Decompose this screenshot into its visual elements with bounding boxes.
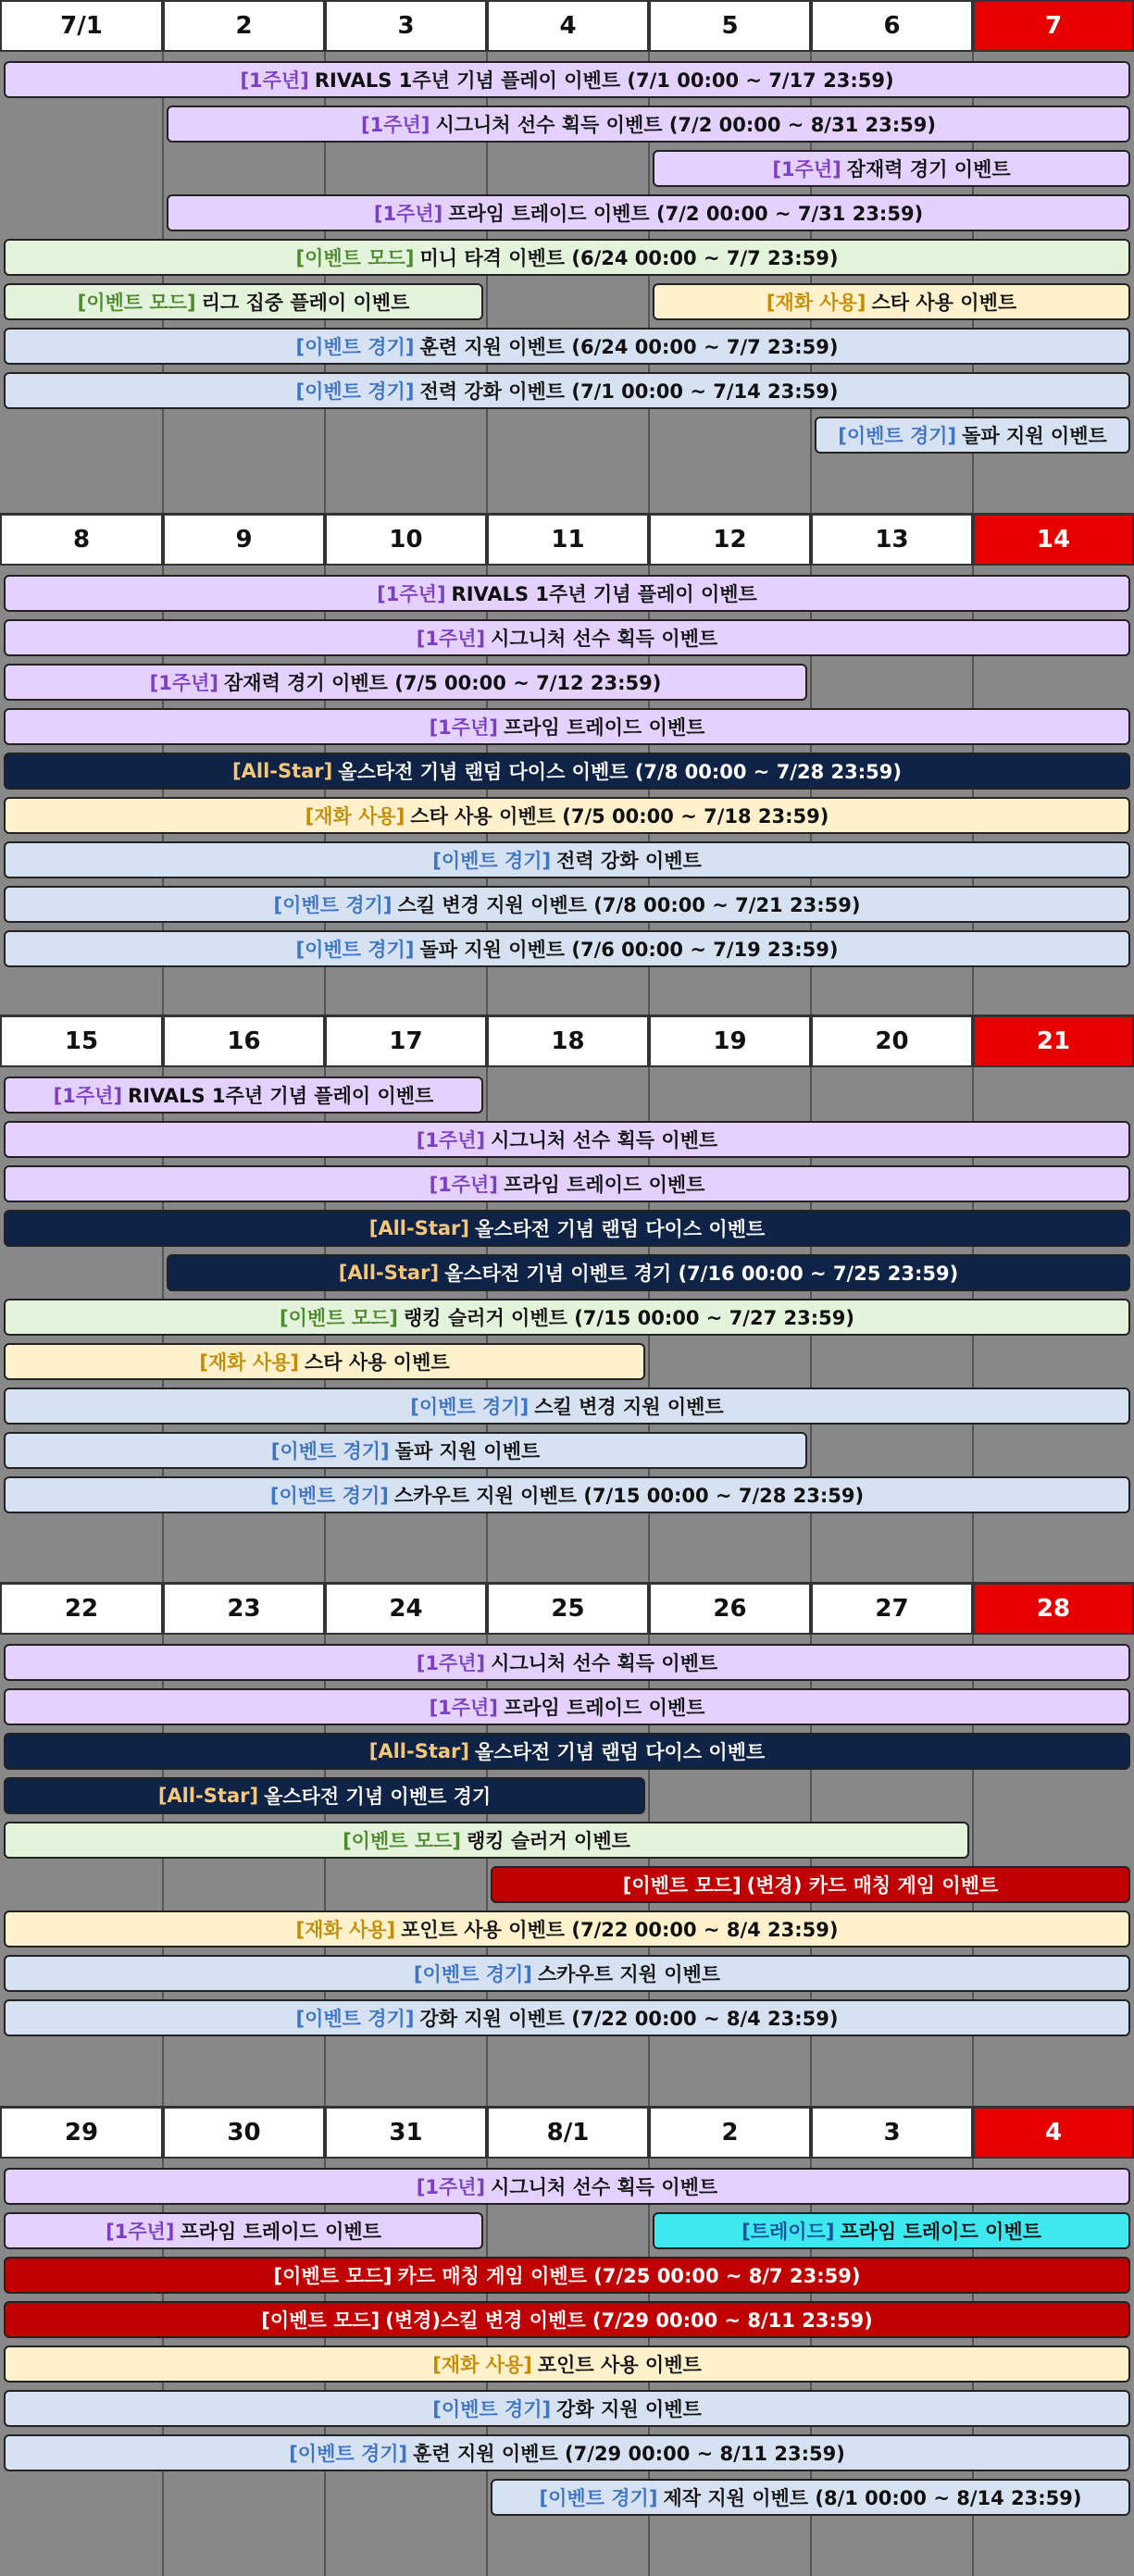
event-bar[interactable] [4, 1822, 969, 1859]
event-tag: [이벤트 모드] [261, 2309, 380, 2332]
event-tag: [1주년] [373, 203, 443, 225]
event-title: 스킬 변경 지원 이벤트 (7/8 00:00 ~ 7/21 23:59) [397, 894, 861, 916]
event-title: 포인트 사용 이벤트 [537, 2354, 702, 2376]
day-header: 2 [649, 2107, 811, 2159]
day-header: 18 [487, 1015, 649, 1067]
event-title: 돌파 지원 이벤트 [394, 1440, 541, 1462]
event-bar[interactable] [4, 1388, 1130, 1425]
event-title: 시그니처 선수 획득 이벤트 [491, 2176, 718, 2198]
day-header: 8 [0, 514, 163, 566]
event-title: 올스타전 기념 이벤트 경기 (7/16 00:00 ~ 7/25 23:59) [444, 1263, 959, 1285]
week-row [0, 2107, 1134, 2576]
event-tag: [재화 사용] [766, 292, 866, 314]
event-tag: [이벤트 경기] [539, 2487, 658, 2509]
event-tag: [이벤트 모드] [273, 2265, 393, 2287]
event-title: RIVALS 1주년 기념 플레이 이벤트 [128, 1085, 434, 1107]
event-bar[interactable] [167, 1254, 1130, 1291]
event-bar[interactable] [167, 106, 1130, 143]
event-tag: [1주년] [149, 672, 219, 694]
day-header: 8/1 [487, 2107, 649, 2159]
event-tag: [재화 사용] [305, 805, 405, 828]
event-bar[interactable] [4, 283, 483, 320]
event-title: 돌파 지원 이벤트 [962, 425, 1107, 447]
week-divider [0, 513, 1134, 515]
day-header-sunday: 28 [973, 1583, 1134, 1635]
day-header: 10 [325, 514, 487, 566]
event-bar[interactable] [4, 930, 1130, 967]
event-tag: [재화 사용] [432, 2354, 532, 2376]
event-title: 시그니처 선수 획득 이벤트 [491, 1652, 718, 1674]
day-header: 26 [649, 1583, 811, 1635]
event-tag: [All-Star] [232, 760, 333, 782]
event-bar[interactable] [4, 708, 1130, 745]
event-bar[interactable] [4, 328, 1130, 365]
event-tag: [이벤트 경기] [413, 1963, 532, 1985]
week-row [0, 1015, 1134, 1583]
day-header-sunday: 14 [973, 514, 1134, 566]
event-tag: [All-Star] [368, 1217, 469, 1239]
day-header: 23 [163, 1583, 325, 1635]
event-title: 시그니처 선수 획득 이벤트 (7/2 00:00 ~ 8/31 23:59) [435, 114, 936, 136]
event-tag: [이벤트 경기] [838, 425, 957, 447]
event-tag: [1주년] [429, 1174, 498, 1196]
day-header: 19 [649, 1015, 811, 1067]
day-header-sunday: 7 [973, 0, 1134, 52]
event-bar[interactable] [4, 1688, 1130, 1725]
event-tag: [이벤트 모드] [280, 1307, 398, 1329]
event-tag: [1주년] [377, 583, 446, 605]
event-title: 프라임 트레이드 이벤트 [503, 1174, 705, 1196]
event-bar[interactable] [653, 283, 1130, 320]
event-tag: [1주년] [772, 158, 841, 180]
event-bar[interactable] [4, 664, 807, 701]
event-tag: [All-Star] [157, 1785, 259, 1807]
event-title: 스카우트 지원 이벤트 (7/15 00:00 ~ 7/28 23:59) [393, 1485, 865, 1507]
day-header-sunday: 21 [973, 1015, 1134, 1067]
event-tag: [1주년] [240, 69, 309, 92]
event-tag: [트레이드] [741, 2221, 835, 2243]
event-title: 시그니처 선수 획득 이벤트 [491, 1129, 718, 1151]
event-bar[interactable] [4, 1999, 1130, 2036]
event-bar[interactable] [4, 1777, 645, 1814]
event-tag: [1주년] [429, 1697, 498, 1719]
event-title: 포인트 사용 이벤트 (7/22 00:00 ~ 8/4 23:59) [401, 1919, 839, 1941]
event-bar[interactable] [4, 1910, 1130, 1948]
event-title: 강화 지원 이벤트 [556, 2398, 702, 2420]
event-title: 올스타전 기념 이벤트 경기 [264, 1786, 492, 1808]
event-title: 시그니처 선수 획득 이벤트 [491, 628, 718, 650]
event-bar[interactable] [815, 417, 1130, 454]
day-header-sunday: 4 [973, 2107, 1134, 2159]
event-bar[interactable] [4, 61, 1130, 98]
event-title: (변경)스킬 변경 이벤트 (7/29 00:00 ~ 8/11 23:59) [385, 2309, 873, 2332]
event-title: 카드 매칭 게임 이벤트 (7/25 00:00 ~ 8/7 23:59) [397, 2265, 861, 2287]
event-title: 프라임 트레이드 이벤트 [840, 2221, 1041, 2243]
event-title: 잠재력 경기 이벤트 (7/5 00:00 ~ 7/12 23:59) [224, 672, 662, 694]
event-title: 랭킹 슬러거 이벤트 (7/15 00:00 ~ 7/27 23:59) [403, 1307, 854, 1329]
event-tag: [1주년] [53, 1085, 123, 1107]
day-header: 16 [163, 1015, 325, 1067]
week-divider [0, 1582, 1134, 1584]
event-title: RIVALS 1주년 기념 플레이 이벤트 (7/1 00:00 ~ 7/17 23:59) [314, 69, 894, 92]
event-tag: [이벤트 경기] [432, 2398, 552, 2420]
event-tag: [재화 사용] [199, 1351, 300, 1374]
event-tag: [재화 사용] [295, 1919, 396, 1941]
event-tag: [1주년] [429, 716, 498, 739]
event-bar[interactable] [4, 1165, 1130, 1202]
event-bar[interactable] [4, 372, 1130, 409]
event-title: 리그 집중 플레이 이벤트 [201, 292, 410, 314]
event-title: 프라임 트레이드 이벤트 [180, 2221, 381, 2243]
day-header: 24 [325, 1583, 487, 1635]
event-tag: [이벤트 모드] [622, 1874, 741, 1897]
event-title: 스카우트 지원 이벤트 [537, 1963, 721, 1985]
event-bar[interactable] [4, 841, 1130, 878]
event-bar[interactable] [4, 2301, 1130, 2338]
day-header: 11 [487, 514, 649, 566]
event-bar[interactable] [4, 2257, 1130, 2294]
event-tag: [이벤트 경기] [289, 2443, 408, 2465]
event-bar[interactable] [4, 575, 1130, 612]
week-row [0, 514, 1134, 1015]
week-row [0, 1583, 1134, 2107]
event-tag: [이벤트 경기] [295, 380, 415, 403]
event-title: 프라임 트레이드 이벤트 (7/2 00:00 ~ 7/31 23:59) [448, 203, 924, 225]
event-bar[interactable] [4, 2212, 483, 2249]
event-bar[interactable] [167, 194, 1130, 231]
event-bar[interactable] [4, 1121, 1130, 1158]
event-tag: [이벤트 모드] [343, 1830, 461, 1852]
event-title: (변경) 카드 매칭 게임 이벤트 [746, 1874, 999, 1897]
day-header: 3 [811, 2107, 973, 2159]
event-title: 제작 지원 이벤트 (8/1 00:00 ~ 8/14 23:59) [663, 2487, 1082, 2509]
event-title: 전력 강화 이벤트 [556, 850, 702, 872]
event-tag: [이벤트 경기] [269, 1485, 389, 1507]
event-title: 올스타전 기념 랜덤 다이스 이벤트 [475, 1741, 766, 1763]
event-title: 스킬 변경 지원 이벤트 [534, 1396, 724, 1418]
event-tag: [이벤트 경기] [432, 850, 552, 872]
day-header: 4 [487, 0, 649, 52]
event-tag: [이벤트 모드] [77, 292, 196, 314]
event-title: 프라임 트레이드 이벤트 [503, 716, 705, 739]
event-bar[interactable] [4, 2390, 1130, 2427]
event-title: 랭킹 슬러거 이벤트 [467, 1830, 630, 1852]
week-divider [0, 2106, 1134, 2108]
event-tag: [1주년] [416, 2176, 486, 2198]
event-bar[interactable] [4, 1343, 645, 1380]
event-tag: [이벤트 경기] [270, 1440, 390, 1462]
event-title: 스타 사용 이벤트 (7/5 00:00 ~ 7/18 23:59) [410, 805, 829, 828]
event-title: 프라임 트레이드 이벤트 [503, 1697, 705, 1719]
event-bar[interactable] [4, 1076, 483, 1114]
day-header: 2 [163, 0, 325, 52]
event-title: 돌파 지원 이벤트 (7/6 00:00 ~ 7/19 23:59) [419, 939, 839, 961]
event-tag: [이벤트 경기] [295, 939, 415, 961]
event-tag: [1주년] [361, 114, 430, 136]
day-header: 31 [325, 2107, 487, 2159]
day-header: 13 [811, 514, 973, 566]
event-title: 미니 타격 이벤트 (6/24 00:00 ~ 7/7 23:59) [419, 247, 839, 269]
day-header: 22 [0, 1583, 163, 1635]
event-bar[interactable] [4, 2168, 1130, 2205]
event-title: 스타 사용 이벤트 [871, 292, 1017, 314]
event-bar[interactable] [4, 1733, 1130, 1770]
event-title: 올스타전 기념 랜덤 다이스 이벤트 [475, 1218, 766, 1240]
event-title: 강화 지원 이벤트 (7/22 00:00 ~ 8/4 23:59) [419, 2008, 839, 2030]
event-tag: [이벤트 경기] [295, 336, 415, 358]
event-tag: [이벤트 경기] [273, 894, 393, 916]
event-tag: [1주년] [416, 1129, 486, 1151]
event-bar[interactable] [4, 1299, 1130, 1336]
event-bar[interactable] [4, 2346, 1130, 2383]
day-header: 30 [163, 2107, 325, 2159]
event-title: 올스타전 기념 랜덤 다이스 이벤트 (7/8 00:00 ~ 7/28 23:59) [338, 761, 902, 783]
day-header: 29 [0, 2107, 163, 2159]
event-bar[interactable] [4, 1432, 807, 1469]
event-tag: [1주년] [416, 1652, 486, 1674]
event-bar[interactable] [491, 2479, 1130, 2516]
event-title: 전력 강화 이벤트 (7/1 00:00 ~ 7/14 23:59) [419, 380, 839, 403]
event-tag: [이벤트 경기] [295, 2008, 415, 2030]
day-header: 9 [163, 514, 325, 566]
event-title: 훈련 지원 이벤트 (7/29 00:00 ~ 8/11 23:59) [413, 2443, 845, 2465]
event-title: 잠재력 경기 이벤트 [846, 158, 1011, 180]
day-header: 20 [811, 1015, 973, 1067]
event-title: 훈련 지원 이벤트 (6/24 00:00 ~ 7/7 23:59) [419, 336, 839, 358]
day-header: 12 [649, 514, 811, 566]
day-header: 17 [325, 1015, 487, 1067]
event-tag: [1주년] [106, 2221, 175, 2243]
event-tag: [All-Star] [338, 1262, 440, 1284]
event-title: RIVALS 1주년 기념 플레이 이벤트 [451, 583, 757, 605]
event-tag: [1주년] [416, 628, 486, 650]
event-bar[interactable] [4, 619, 1130, 656]
event-bar[interactable] [4, 886, 1130, 923]
event-title: 스타 사용 이벤트 [305, 1351, 450, 1374]
event-bar[interactable] [4, 1210, 1130, 1247]
event-tag: [이벤트 경기] [410, 1396, 530, 1418]
day-header: 3 [325, 0, 487, 52]
event-bar[interactable] [4, 2434, 1130, 2471]
event-bar[interactable] [653, 2212, 1130, 2249]
day-header: 6 [811, 0, 973, 52]
event-bar[interactable] [4, 1955, 1130, 1992]
week-divider [0, 1014, 1134, 1016]
day-header: 27 [811, 1583, 973, 1635]
event-bar[interactable] [4, 239, 1130, 276]
event-bar[interactable] [4, 797, 1130, 834]
day-header: 25 [487, 1583, 649, 1635]
week-row [0, 0, 1134, 514]
event-tag: [이벤트 모드] [295, 247, 415, 269]
event-bar[interactable] [4, 753, 1130, 790]
event-bar[interactable] [653, 150, 1130, 187]
day-header: 7/1 [0, 0, 163, 52]
event-tag: [All-Star] [368, 1740, 469, 1762]
day-header: 15 [0, 1015, 163, 1067]
day-header: 5 [649, 0, 811, 52]
event-bar[interactable] [4, 1476, 1130, 1513]
event-bar[interactable] [4, 1644, 1130, 1681]
event-bar[interactable] [491, 1866, 1130, 1903]
